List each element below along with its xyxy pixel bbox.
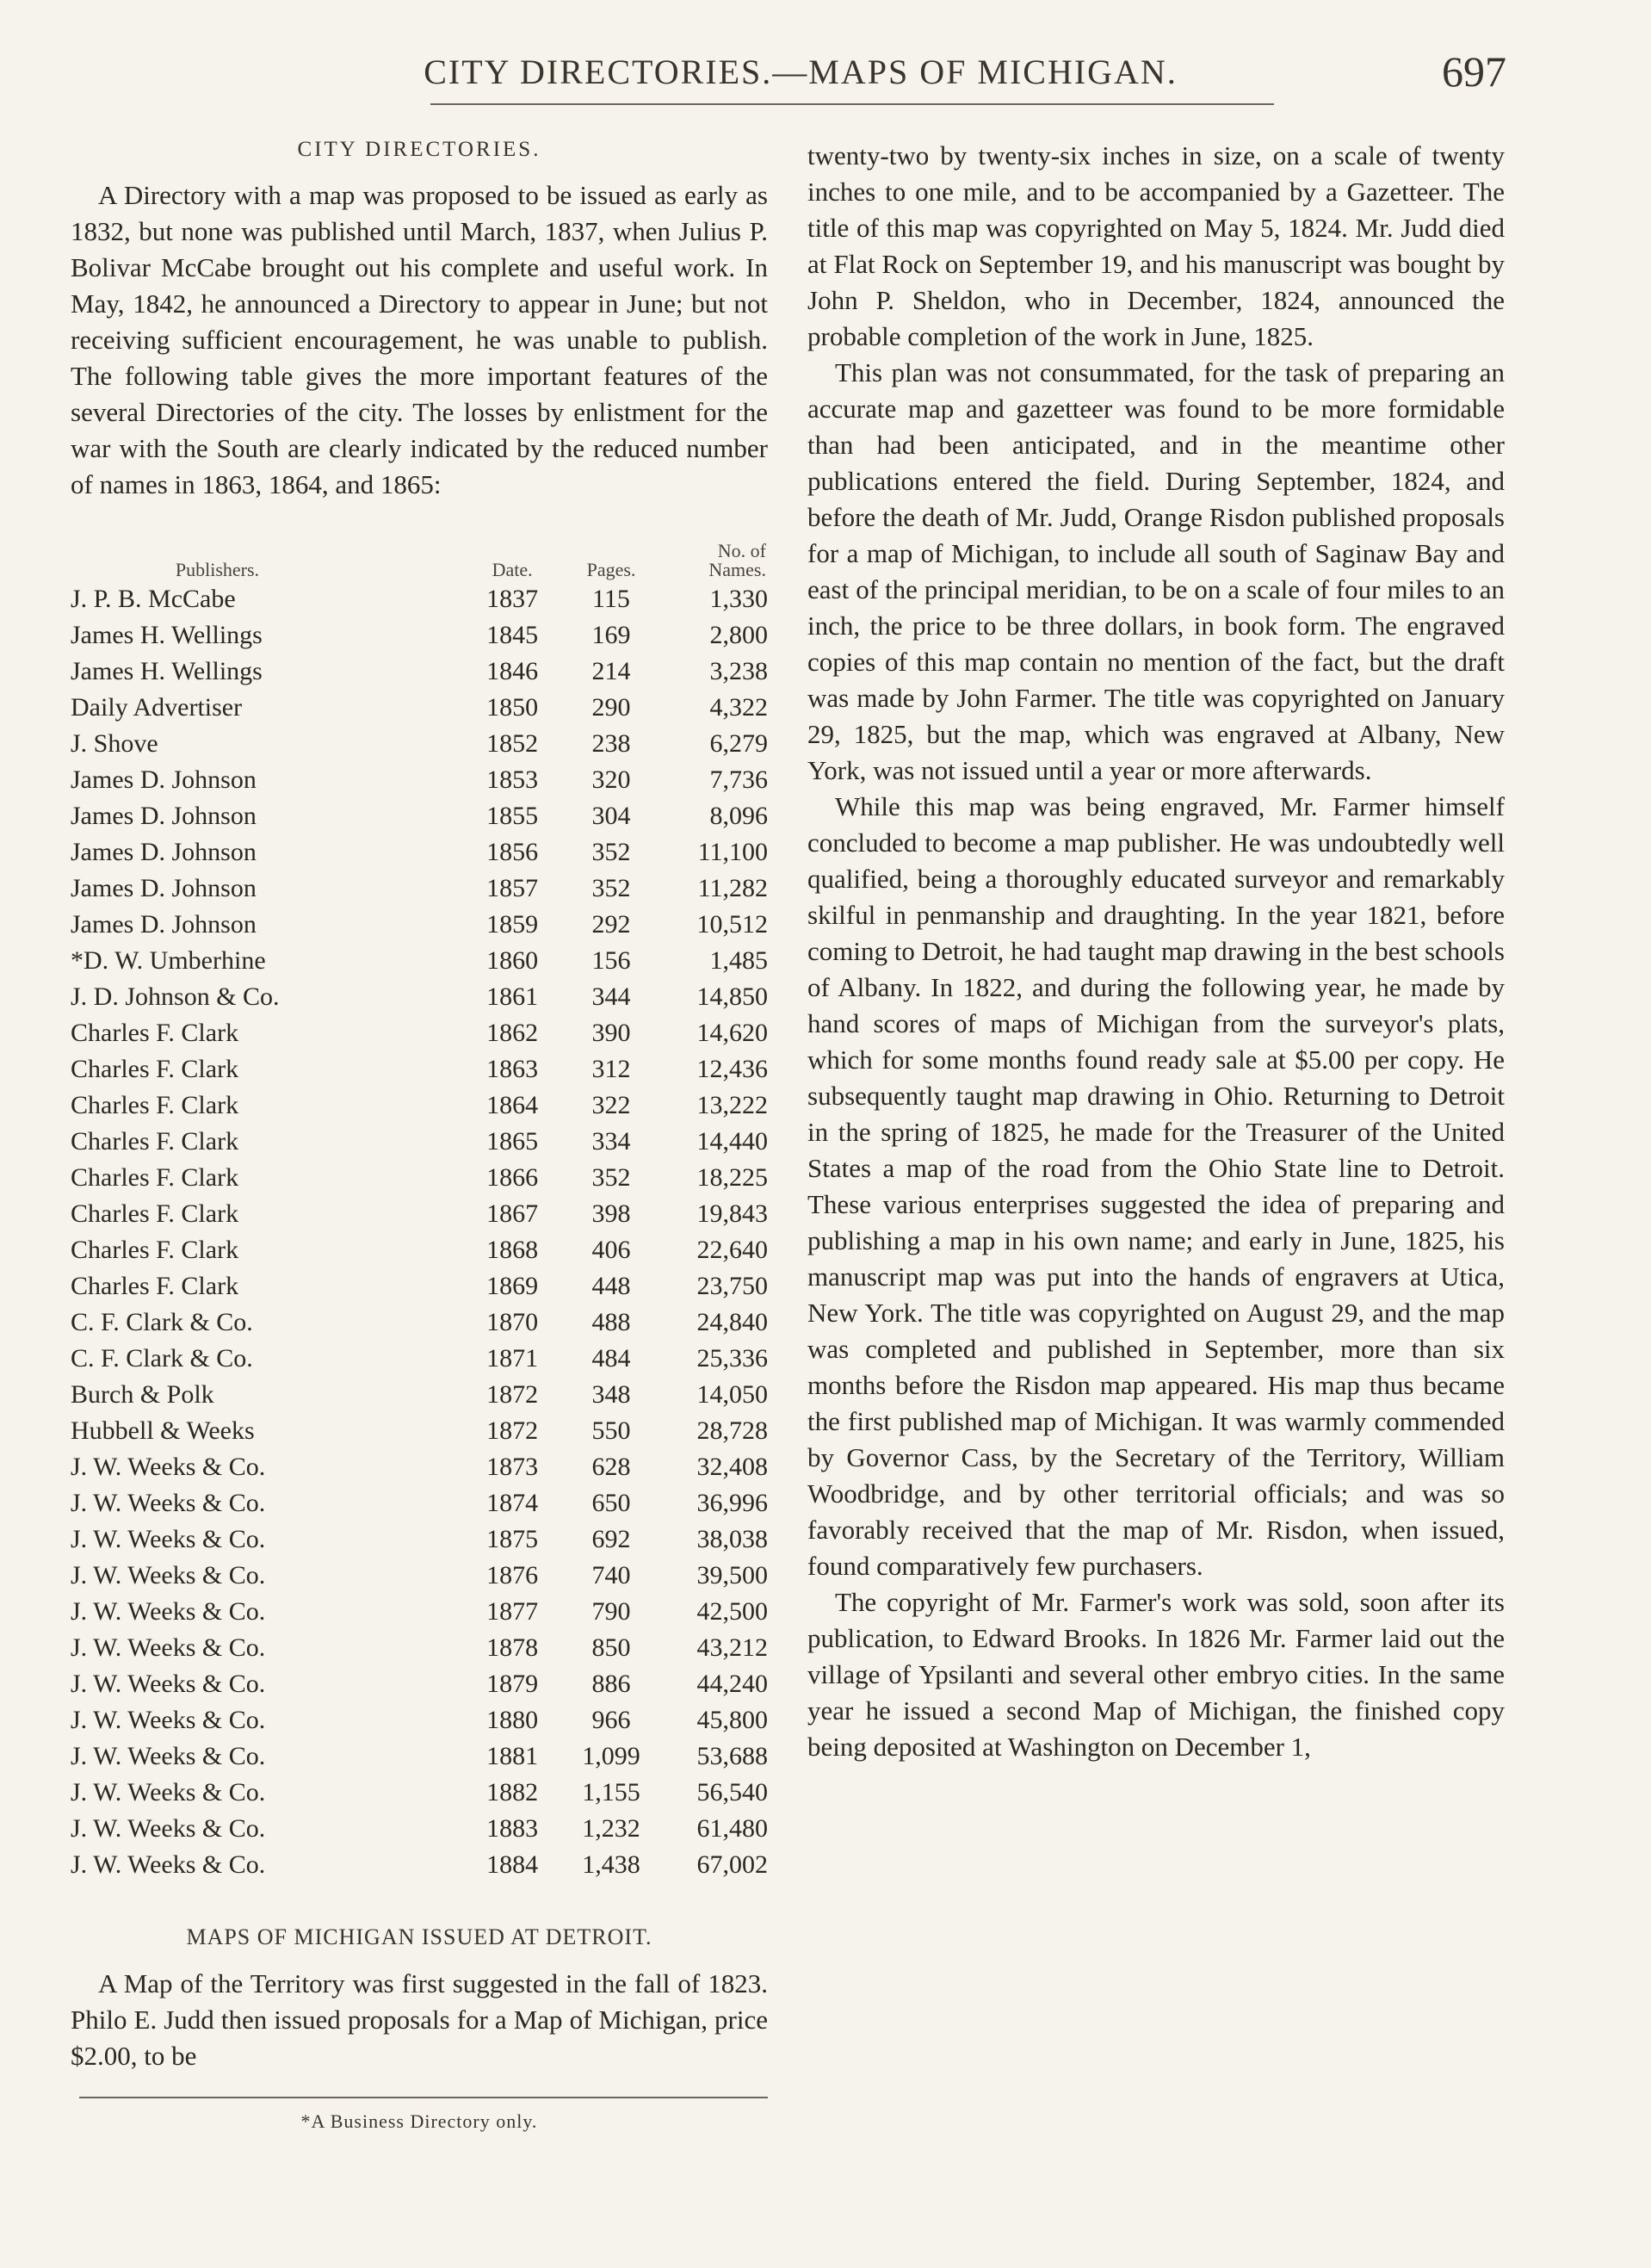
date-cell: 1873 [486,1453,539,1481]
publisher-cell: J. W. Weeks & Co. [71,1778,266,1806]
date-cell: 1868 [486,1236,539,1264]
date-cell: 1877 [486,1597,539,1626]
pages-cell: 1,232 [582,1814,640,1843]
publisher-cell: James D. Johnson [71,910,257,939]
names-cell: 32,408 [696,1453,768,1481]
publisher-cell: J. W. Weeks & Co. [71,1489,266,1517]
table-row [71,1196,768,1232]
table-row [71,1775,768,1811]
names-cell: 23,750 [696,1272,768,1300]
table-row [71,1268,768,1304]
date-cell: 1857 [486,874,539,902]
pages-cell: 156 [591,946,631,975]
table-row [71,1847,768,1883]
date-cell: 1863 [486,1055,539,1083]
names-cell: 43,212 [696,1633,768,1662]
pages-cell: 390 [591,1019,631,1047]
date-cell: 1859 [486,910,539,939]
names-cell: 18,225 [696,1163,768,1192]
publisher-cell: J. W. Weeks & Co. [71,1525,266,1553]
names-cell: 11,100 [697,838,768,866]
names-cell: 61,480 [696,1814,768,1843]
publisher-cell: J. W. Weeks & Co. [71,1453,266,1481]
pages-cell: 322 [591,1091,631,1119]
table-row [71,1124,768,1160]
date-cell: 1853 [486,765,539,794]
names-cell: 11,282 [697,874,768,902]
date-cell: 1867 [486,1199,539,1228]
publisher-cell: Charles F. Clark [71,1163,239,1192]
table-row [71,1702,768,1738]
names-cell: 22,640 [696,1236,768,1264]
date-cell: 1860 [486,946,539,975]
table-row [71,1558,768,1594]
pages-cell: 550 [591,1416,631,1445]
table-row [71,979,768,1015]
table-row [71,726,768,762]
page-number: 697 [1442,47,1506,96]
table-row [71,1449,768,1485]
pages-cell: 850 [591,1633,631,1662]
names-cell: 28,728 [696,1416,768,1445]
names-cell: 24,840 [696,1308,768,1336]
pages-cell: 1,155 [582,1778,640,1806]
date-cell: 1855 [486,802,539,830]
pages-cell: 650 [591,1489,631,1517]
pages-cell: 1,438 [582,1850,640,1879]
pages-cell: 692 [591,1525,631,1553]
table-row [71,907,768,943]
date-cell: 1869 [486,1272,539,1300]
maps-heading: MAPS OF MICHIGAN ISSUED AT DETROIT. [186,1924,652,1949]
pages-cell: 352 [591,838,631,866]
table-row [71,871,768,907]
date-cell: 1871 [486,1344,539,1373]
date-cell: 1876 [486,1561,539,1589]
pages-cell: 290 [591,693,631,722]
names-cell: 2,800 [709,621,768,649]
publisher-cell: James D. Johnson [71,838,257,866]
names-cell: 12,436 [696,1055,768,1083]
table-row [71,654,768,690]
names-cell: 36,996 [696,1489,768,1517]
names-cell: 19,843 [696,1199,768,1228]
table-row [71,1377,768,1413]
date-cell: 1865 [486,1127,539,1156]
pages-cell: 398 [591,1199,631,1228]
table-row [71,943,768,979]
table-row [71,1594,768,1630]
date-cell: 1872 [486,1416,539,1445]
names-cell: 1,485 [709,946,768,975]
footnote-rule [79,2097,768,2098]
names-cell: 67,002 [696,1850,768,1879]
table-row [71,690,768,726]
names-cell: 56,540 [696,1778,768,1806]
table-row [71,617,768,654]
date-cell: 1850 [486,693,539,722]
date-cell: 1875 [486,1525,539,1553]
names-cell: 14,850 [696,982,768,1011]
running-title: CITY DIRECTORIES.—MAPS OF MICHIGAN. [424,53,1178,91]
pages-cell: 334 [591,1127,631,1156]
names-cell: 38,038 [696,1525,768,1553]
date-cell: 1880 [486,1706,539,1734]
pages-cell: 169 [591,621,631,649]
city-directories-intro: A Directory with a map was proposed to be issued as early as 1832, but none was published until March, 1837, when Julius P. Bolivar McCabe brought out his complete and useful work. In May, 1842, he announced a Directory to appear in June; but not receiving sufficient encouragement, he was unable to publish. The following table gives the more important features of the several Directories of the city. The losses by enlistment for the war with the South are clearly indicated by the reduced number of names in 1863, 1864, and 1865: [71,180,768,499]
publisher-cell: J. D. Johnson & Co. [71,982,280,1011]
table-row [71,1521,768,1558]
date-cell: 1852 [486,729,539,758]
names-cell: 1,330 [709,585,768,613]
table-row [71,1051,768,1088]
date-cell: 1864 [486,1091,539,1119]
table-row [71,1304,768,1341]
header-pages: Pages. [586,559,636,580]
names-cell: 25,336 [696,1344,768,1373]
table-row [71,762,768,798]
publisher-cell: Burch & Polk [71,1380,214,1409]
table-row [71,1160,768,1196]
publisher-cell: Charles F. Clark [71,1236,239,1264]
pages-cell: 344 [591,982,631,1011]
pages-cell: 304 [591,802,631,830]
publisher-cell: James D. Johnson [71,802,257,830]
date-cell: 1837 [486,585,539,613]
pages-cell: 348 [591,1380,631,1409]
names-cell: 53,688 [696,1742,768,1770]
pages-cell: 292 [591,910,631,939]
publisher-cell: J. P. B. McCabe [71,585,236,613]
right-column [807,138,1505,1765]
publisher-cell: James D. Johnson [71,765,257,794]
date-cell: 1870 [486,1308,539,1336]
date-cell: 1883 [486,1814,539,1843]
pages-cell: 352 [591,874,631,902]
table-row [71,1015,768,1051]
table-row [71,1341,768,1377]
pages-cell: 488 [591,1308,631,1336]
publisher-cell: Charles F. Clark [71,1091,239,1119]
pages-cell: 238 [591,729,631,758]
publisher-cell: James D. Johnson [71,874,257,902]
names-cell: 45,800 [696,1706,768,1734]
table-row [71,1485,768,1521]
publisher-cell: Hubbell & Weeks [71,1416,255,1445]
date-cell: 1866 [486,1163,539,1192]
header-date: Date. [492,559,533,580]
header-rule [430,103,1274,105]
date-cell: 1872 [486,1380,539,1409]
publisher-cell: J. W. Weeks & Co. [71,1706,266,1734]
table-row [71,1232,768,1268]
header-names-line1: No. of [717,540,766,561]
date-cell: 1856 [486,838,539,866]
publisher-cell: J. W. Weeks & Co. [71,1850,266,1879]
table-header-row [71,541,768,581]
names-cell: 14,620 [696,1019,768,1047]
date-cell: 1862 [486,1019,539,1047]
table-row [71,1666,768,1702]
page-header [69,47,1506,112]
publisher-cell: J. W. Weeks & Co. [71,1670,266,1698]
maps-paragraph-2: This plan was not consummated, for the task of preparing an accurate map and gazetteer was found to be more formidable than had been anticipated, and in the meantime other publications entered the field. During September, 1824, and before the death of Mr. Judd, Orange Risdon published proposals for a map of Michigan, to include all south of Saginaw Bay and east of the principal meridian, to be on a scale of four miles to an inch, the price to be three dollars, in book form. The engraved copies of this map contain no mention of the fact, but the draft was made by John Farmer. The title was copyrighted on January 29, 1825, but the map, which was engraved at Albany, New York, was not issued until a year or more afterwards. [807,357,1505,785]
names-cell: 8,096 [709,802,768,830]
date-cell: 1861 [486,982,539,1011]
date-cell: 1846 [486,657,539,685]
publisher-cell: James H. Wellings [71,657,263,685]
maps-paragraph-4: The copyright of Mr. Farmer's work was sold, soon after its publication, to Edward Brooks. In 1826 Mr. Farmer laid out the village of Ypsilanti and several other embryo cities. In the same year he issued a second Map of Michigan, the finished copy being deposited at Washington on December 1, [807,1587,1505,1762]
pages-cell: 312 [591,1055,631,1083]
footnote: *A Business Directory only. [300,2110,538,2132]
date-cell: 1874 [486,1489,539,1517]
table-row [71,1088,768,1124]
names-cell: 14,440 [696,1127,768,1156]
names-cell: 44,240 [696,1670,768,1698]
names-cell: 4,322 [709,693,768,722]
names-cell: 3,238 [709,657,768,685]
table-row [71,1413,768,1449]
names-cell: 7,736 [709,765,768,794]
header-names-line2: Names. [708,559,766,580]
header-names [665,541,768,581]
date-cell: 1878 [486,1633,539,1662]
date-cell: 1845 [486,621,539,649]
pages-cell: 352 [591,1163,631,1192]
table-row [71,1811,768,1847]
pages-cell: 115 [592,585,630,613]
publisher-cell: J. W. Weeks & Co. [71,1633,266,1662]
publisher-cell: James H. Wellings [71,621,263,649]
city-directories-heading: CITY DIRECTORIES. [297,138,541,161]
pages-cell: 448 [591,1272,631,1300]
names-cell: 39,500 [696,1561,768,1589]
table-body [71,581,768,1883]
pages-cell: 886 [591,1670,631,1698]
table-row [71,798,768,834]
date-cell: 1882 [486,1778,539,1806]
publisher-cell: C. F. Clark & Co. [71,1308,253,1336]
names-cell: 6,279 [709,729,768,758]
names-cell: 10,512 [696,910,768,939]
maps-paragraph-1-left: A Map of the Territory was first suggested in the fall of 1823. Philo E. Judd then issued proposals for a Map of Michigan, price $2.00, to be [71,1968,768,2071]
date-cell: 1879 [486,1670,539,1698]
table-row [71,1738,768,1775]
publisher-cell: Charles F. Clark [71,1019,239,1047]
names-cell: 13,222 [696,1091,768,1119]
pages-cell: 966 [591,1706,631,1734]
maps-section-left [71,1924,768,2133]
pages-cell: 740 [591,1561,631,1589]
names-cell: 42,500 [696,1597,768,1626]
publisher-cell: Charles F. Clark [71,1127,239,1156]
pages-cell: 1,099 [582,1742,640,1770]
pages-cell: 320 [591,765,631,794]
publisher-cell: Charles F. Clark [71,1272,239,1300]
publisher-cell: J. Shove [71,729,158,758]
left-column [71,138,768,2133]
publisher-cell: J. W. Weeks & Co. [71,1561,266,1589]
pages-cell: 790 [591,1597,631,1626]
table-row [71,581,768,617]
date-cell: 1881 [486,1742,539,1770]
directories-table [71,541,768,1883]
table-row [71,834,768,871]
publisher-cell: Charles F. Clark [71,1055,239,1083]
names-cell: 14,050 [696,1380,768,1409]
maps-paragraph-3: While this map was being engraved, Mr. Farmer himself concluded to become a map publisher. He was undoubtedly well qualified, being a thoroughly educated surveyor and remarkably skilful in penmanship and draughting. In the year 1821, before coming to Detroit, he had taught map drawing in the best schools of Albany. In 1822, and during the following year, he made by hand scores of maps of Michigan from the surveyor's plats, which for some months found ready sale at $5.00 per copy. He subsequently taught map drawing in Ohio. Returning to Detroit in the spring of 1825, he made for the Treasurer of the United States a map of the road from the Ohio State line to Detroit. These various enterprises suggested the idea of preparing and publishing a map in his own name; and early in June, 1825, his manuscript map was put into the hands of engravers at Utica, New York. The title was copyrighted on August 29, and the map was completed and published in September, more than six months before the Risdon map appeared. His map thus became the first published map of Michigan. It was warmly commended by Governor Cass, by the Secretary of the Territory, William Woodbridge, and by other territorial officials; and was so favorably received that the map of Mr. Risdon, when issued, found comparatively few purchasers. [807,791,1505,1581]
maps-paragraph-1-right: twenty-two by twenty-six inches in size, on a scale of twenty inches to one mile, and to be accompanied by a Gazetteer. The title of this map was copyrighted on May 5, 1824. Mr. Judd died at Flat Rock on September 19, and his manuscript was bought by John P. Sheldon, who in December, 1824, announced the probable completion of the work in June, 1825. [807,140,1505,351]
publisher-cell: J. W. Weeks & Co. [71,1597,266,1626]
publisher-cell: *D. W. Umberhine [71,946,266,975]
pages-cell: 214 [591,657,631,685]
publisher-cell: J. W. Weeks & Co. [71,1814,266,1843]
publisher-cell: J. W. Weeks & Co. [71,1742,266,1770]
publisher-cell: Daily Advertiser [71,693,243,722]
date-cell: 1884 [486,1850,539,1879]
header-publishers: Publishers. [175,559,260,580]
pages-cell: 484 [591,1344,631,1373]
pages-cell: 406 [591,1236,631,1264]
table-row [71,1630,768,1666]
publisher-cell: Charles F. Clark [71,1199,239,1228]
pages-cell: 628 [591,1453,631,1481]
publisher-cell: C. F. Clark & Co. [71,1344,253,1373]
